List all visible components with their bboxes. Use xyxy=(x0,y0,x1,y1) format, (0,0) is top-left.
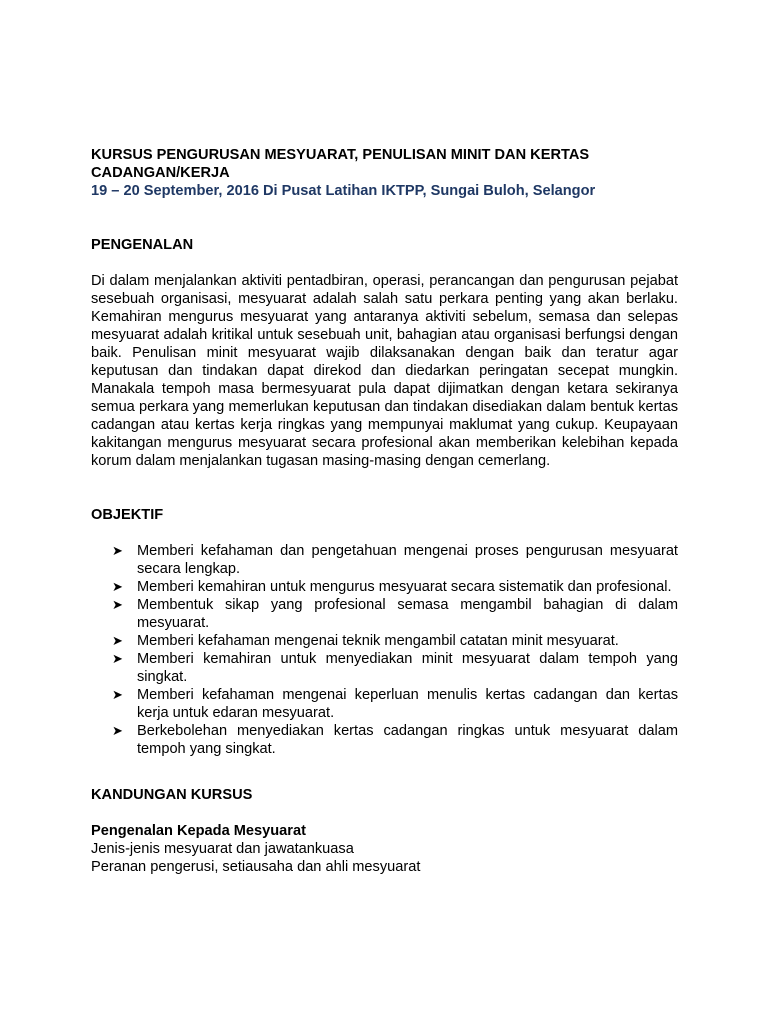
objective-text: Memberi kefahaman mengenai teknik mengambil catatan minit mesyuarat. xyxy=(137,633,619,649)
arrowhead-bullet-icon: ➤ xyxy=(112,687,123,702)
course-content-line: Jenis-jenis mesyuarat dan jawatankuasa xyxy=(91,841,354,857)
spacer xyxy=(91,200,678,236)
arrowhead-bullet-icon: ➤ xyxy=(112,633,123,648)
arrowhead-bullet-icon: ➤ xyxy=(112,579,123,594)
document-title: KURSUS PENGURUSAN MESYUARAT, PENULISAN MINIT DAN KERTAS CADANGAN/KERJA xyxy=(91,147,590,181)
arrowhead-bullet-icon: ➤ xyxy=(112,723,123,738)
spacer xyxy=(91,470,678,506)
list-item xyxy=(91,632,678,650)
spacer xyxy=(91,254,678,272)
spacer xyxy=(91,804,678,822)
spacer xyxy=(91,758,678,786)
arrowhead-bullet-icon: ➤ xyxy=(112,651,123,666)
document-subtitle: 19 – 20 September, 2016 Di Pusat Latihan IKTPP, Sungai Buloh, Selangor xyxy=(91,183,596,199)
introduction-heading: PENGENALAN xyxy=(91,237,194,253)
objective-text: Berkebolehan menyediakan kertas cadangan ringkas untuk mesyuarat dalam tempoh yang singkat. xyxy=(137,723,678,757)
objective-text: Memberi kemahiran untuk mengurus mesyuarat secara sistematik dan profesional. xyxy=(137,579,672,595)
introduction-paragraph: Di dalam menjalankan aktiviti pentadbiran, operasi, perancangan dan pengurusan pejabat sesebuah organisasi, mesyuarat adalah salah satu perkara penting yang akan berlaku. Kemahiran mengurus mesyuarat yang antaranya aktiviti sebelum, semasa dan selepas mesyuarat adalah kritikal untuk sesebuah unit, bahagian atau organisasi berfungsi dengan baik. Penulisan minit mesyuarat wajib dilaksanakan dengan baik dan teratur agar keputusan dan tindakan dapat direkod dan diedarkan peringatan secepat mungkin. Manakala tempoh masa bermesyuarat pula dapat dijimatkan dengan ketara sekiranya semua perkara yang memerlukan keputusan dan tindakan disediakan dalam bentuk kertas cadangan atau kertas kerja ringkas yang mempunyai maklumat yang cukup. Keupayaan kakitangan mengurus mesyuarat secara profesional akan memberikan kelebihan kepada korum dalam menjalankan tugasan masing-masing dengan cemerlang. xyxy=(91,273,678,469)
objective-text: Membentuk sikap yang profesional semasa mengambil bahagian di dalam mesyuarat. xyxy=(137,597,678,631)
objective-text: Memberi kefahaman mengenai keperluan menulis kertas cadangan dan kertas kerja untuk edaran mesyuarat. xyxy=(137,687,678,721)
objectives-list xyxy=(91,542,678,758)
list-item xyxy=(91,650,678,686)
objectives-heading: OBJEKTIF xyxy=(91,507,164,523)
course-content-line: Peranan pengerusi, setiausaha dan ahli mesyuarat xyxy=(91,859,421,875)
list-item xyxy=(91,722,678,758)
arrowhead-bullet-icon: ➤ xyxy=(112,543,123,558)
document-page xyxy=(91,146,678,876)
course-content-subheading: Pengenalan Kepada Mesyuarat xyxy=(91,823,306,839)
list-item xyxy=(91,578,678,596)
course-content-heading: KANDUNGAN KURSUS xyxy=(91,787,253,803)
objective-text: Memberi kefahaman dan pengetahuan mengenai proses pengurusan mesyuarat secara lengkap. xyxy=(137,543,678,577)
objective-text: Memberi kemahiran untuk menyediakan minit mesyuarat dalam tempoh yang singkat. xyxy=(137,651,678,685)
arrowhead-bullet-icon: ➤ xyxy=(112,597,123,612)
list-item xyxy=(91,542,678,578)
list-item xyxy=(91,686,678,722)
spacer xyxy=(91,524,678,542)
list-item xyxy=(91,596,678,632)
